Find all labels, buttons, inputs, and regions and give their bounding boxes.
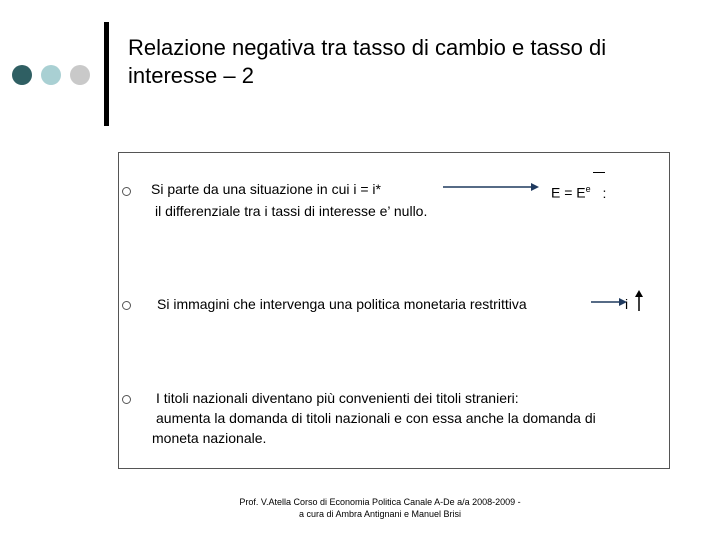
content-box: [118, 152, 670, 469]
item-3-line-1: I titoli nazionali diventano più convenienti dei titoli stranieri:: [156, 390, 519, 406]
decorative-dot-grey: [70, 65, 90, 85]
item-1-result-colon: :: [602, 184, 607, 201]
up-arrow-icon: [633, 289, 645, 313]
item-2-line-1: Si immagini che intervenga una politica monetaria restrittiva: [157, 296, 527, 312]
right-arrow-icon: [441, 181, 541, 193]
bullet-icon: [122, 301, 131, 310]
slide-title: Relazione negativa tra tasso di cambio e tasso di interesse – 2: [128, 35, 607, 88]
item-3-line-3: moneta nazionale.: [152, 430, 267, 446]
item-1-line-1: Si parte da una situazione in cui i = i*: [151, 181, 381, 197]
item-3-line-2: aumenta la domanda di titoli nazionali e con essa anche la domanda di: [156, 410, 596, 426]
item-2-result: i: [625, 296, 629, 312]
right-arrow-icon: [589, 296, 629, 308]
item-1-result-superscript: e: [585, 184, 591, 194]
item-1-line-2: il differenziale tra i tassi di interesse e’ nullo.: [155, 203, 428, 219]
overline-bar: [593, 172, 605, 173]
decorative-dot-dark: [12, 65, 32, 85]
bullet-icon: [122, 187, 131, 196]
footer-line-1: Prof. V.Atella Corso di Economia Politica Canale A-De a/a 2008-2009 -: [239, 497, 521, 507]
footer-line-2: a cura di Ambra Antignani e Manuel Brisi: [298, 509, 462, 519]
title-divider-bar: [104, 22, 109, 126]
decorative-dot-light: [41, 65, 61, 85]
slide-footer: [180, 496, 580, 520]
item-1-result: [551, 180, 606, 202]
item-1-result-text: E = E: [551, 184, 586, 201]
bullet-icon: [122, 395, 131, 404]
